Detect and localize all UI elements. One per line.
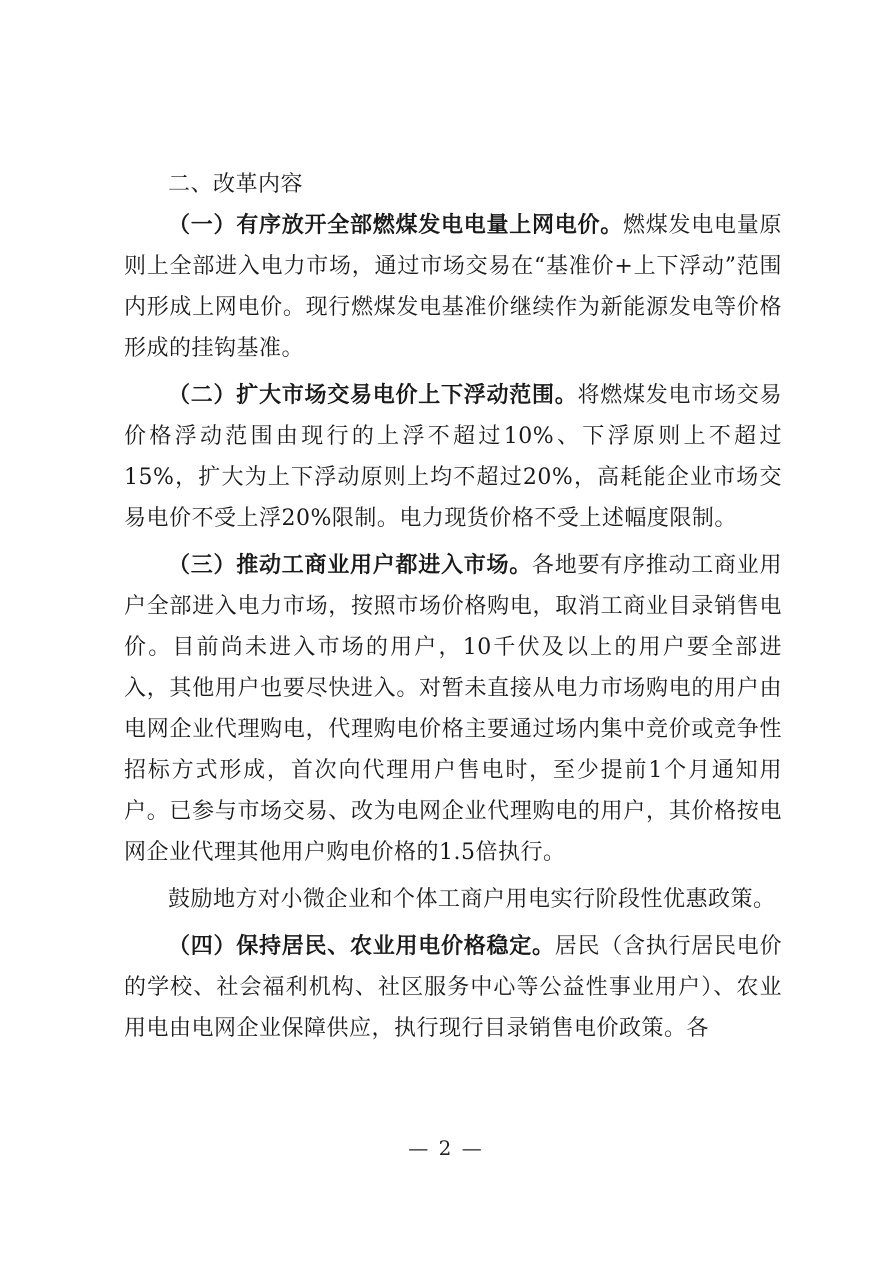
paragraph-1-heading: （一）有序放开全部燃煤发电电量上网电价。 (168, 212, 623, 238)
paragraph-2-body: 将燃煤发电市场交易价格浮动范围由现行的上浮不超过10%、下浮原则上不超过15%，扩大为上下浮动原则上均不超过20%，高耗能企业市场交易电价不受上浮20%限制。电力现货价格不受上述幅度限制。 (124, 383, 782, 531)
paragraph-2 (124, 375, 782, 539)
section-title: 二、改革内容 (168, 172, 304, 197)
paragraph-1-body: 燃煤发电电量原则上全部进入电力市场，通过市场交易在“基准价+上下浮动”范围内形成上网电价。现行燃煤发电基准价继续作为新能源发电等价格形成的挂钩基准。 (124, 213, 782, 361)
paragraph-1 (124, 205, 782, 369)
paragraph-4 (124, 879, 782, 920)
paragraph-5 (124, 926, 782, 1049)
paragraph-3 (124, 545, 782, 873)
paragraph-3-heading: （三）推动工商业用户都进入市场。 (168, 552, 532, 578)
paragraph-4-body: 鼓励地方对小微企业和个体工商户用电实行阶段性优惠政策。 (168, 887, 776, 912)
document-body (124, 164, 782, 1049)
paragraph-3-body: 各地要有序推动工商业用户全部进入电力市场，按照市场价格购电，取消工商业目录销售电价。目前尚未进入市场的用户，10千伏及以上的用户要全部进入，其他用户也要尽快进入。对暂未直接从电力市场购电的用户由电网企业代理购电，代理购电价格主要通过场内集中竞价或竞争性招标方式形成，首次向代理用户售电时，至少提前1个月通知用户。已参与市场交易、改为电网企业代理购电的用户，其价格按电网企业代理其他用户购电价格的1.5倍执行。 (124, 553, 782, 865)
paragraph-2-heading: （二）扩大市场交易电价上下浮动范围。 (168, 382, 578, 408)
paragraph-5-heading: （四）保持居民、农业用电价格稳定。 (168, 933, 555, 959)
paragraph-5-body: 居民（含执行居民电价的学校、社会福利机构、社区服务中心等公益性事业用户）、农业用电由电网企业保障供应，执行现行目录销售电价政策。各 (124, 934, 782, 1041)
page-number: — 2 — (408, 1136, 484, 1160)
